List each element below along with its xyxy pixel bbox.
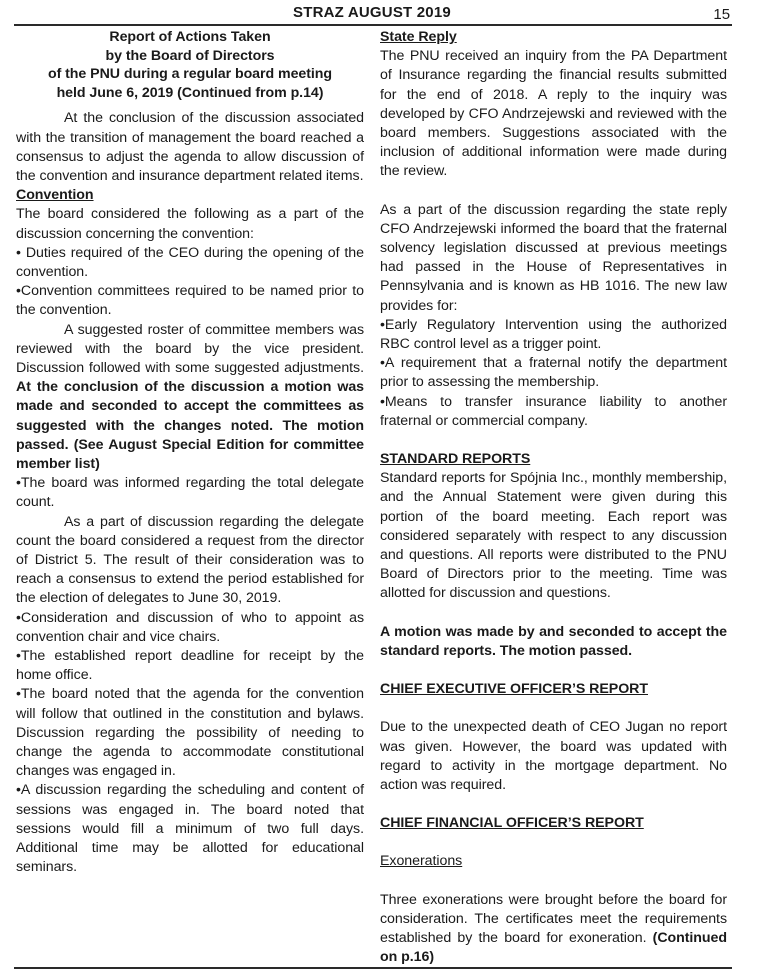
left-column <box>16 28 364 878</box>
bullet-delegate-count: •The board was informed regarding the total delegate count. <box>16 475 364 511</box>
ceo-report-text: Due to the unexpected death of CEO Jugan no report was given. However, the board was updated with regard to activity in the mortgage department. No action was required. <box>380 719 727 793</box>
exonerations-text: Three exonerations were brought before the board for consideration. The certificates meet the requirements established by the board for exoneration. <box>380 891 727 946</box>
report-heading <box>16 28 364 102</box>
report-heading-line-1: Report of Actions Taken <box>109 29 271 45</box>
masthead <box>14 0 730 24</box>
delegate-request-paragraph: As a part of discussion regarding the delegate count the board considered a request from the director of District 5. The result of their consideration was to reach a consensus to extend the period established for the election of delegates to June 30, 2019. <box>16 513 364 607</box>
bullet-early-intervention: •Early Regulatory Intervention using the authorized RBC control level as a trigger point. <box>380 316 727 353</box>
top-rule <box>14 24 732 26</box>
bullet-notify-department: •A requirement that a fraternal notify the department prior to assessing the membership. <box>380 355 727 391</box>
report-heading-line-2: by the Board of Directors <box>105 47 275 64</box>
standard-reports-motion: A motion was made by and seconded to accept the standard reports. The motion passed. <box>380 623 727 659</box>
report-heading-line-3: of the PNU during a regular board meeting <box>47 66 333 83</box>
ceo-report-heading: CHIEF EXECUTIVE OFFICER’S REPORT <box>380 681 648 698</box>
state-reply-paragraph-2: As a part of the discussion regarding the state reply CFO Andrzejewski informed the board that the fraternal solvency legislation discussed at previous meetings had passed in the House of Representatives in Pennsylvania and is known as HB 1016. The new law provides for: <box>380 201 727 314</box>
state-reply-heading: State Reply <box>380 29 457 45</box>
bullet-sessions: •A discussion regarding the scheduling and content of sessions was engaged in. The board noted that sessions would fill a minimum of two full days. Additional time may be allotted for educational seminars. <box>16 782 364 876</box>
right-column <box>380 28 727 967</box>
state-reply-paragraph-1: The PNU received an inquiry from the PA Department of Insurance regarding the financial results submitted for the end of 2018. A reply to the inquiry was developed by CFO Andrzejewski and reviewed with the board members. Suggestions associated with the inclusion of additional information were made during the review. <box>380 48 727 180</box>
standard-reports-text: Standard reports for Spójnia Inc., monthly membership, and the Annual Statement were given during this portion of the board meeting. Each report was considered separately with respect to any discussion and questions. All reports were distributed to the PNU Board of Directors prior to the meeting. Time was allotted for discussion and questions. <box>380 470 727 602</box>
bottom-rule <box>14 967 732 969</box>
bullet-ceo-duties: • Duties required of the CEO during the opening of the convention. <box>16 244 364 280</box>
bullet-report-deadline: •The established report deadline for receipt by the home office. <box>16 648 364 684</box>
bullet-transfer-liability: •Means to transfer insurance liability to another fraternal or commercial company. <box>380 393 727 429</box>
convention-intro: The board considered the following as a part of the discussion concerning the convention: <box>16 206 364 242</box>
continued-note: (Continued on p.16) <box>380 929 727 966</box>
report-heading-line-4: held June 6, 2019 (Continued from p.14) <box>56 84 324 101</box>
convention-heading: Convention <box>16 187 94 204</box>
cfo-report-heading: CHIEF FINANCIAL OFFICER’S REPORT <box>380 815 644 832</box>
roster-paragraph <box>16 321 364 475</box>
exonerations-paragraph <box>380 891 727 968</box>
page-number: 15 <box>713 6 730 23</box>
publication-title: STRAZ AUGUST 2019 <box>293 4 451 21</box>
roster-text: A suggested roster of committee members was reviewed with the board by the vice president. Discussion followed with some suggested adjustments. <box>16 321 364 377</box>
intro-paragraph: At the conclusion of the discussion associated with the transition of management the board reached a consensus to adjust the agenda to allow discussion of the convention and insurance department related items. <box>16 110 364 184</box>
standard-reports-heading: STANDARD REPORTS <box>380 451 531 468</box>
roster-motion: At the conclusion of the discussion a motion was made and seconded to accept the committees as suggested with the changes noted. The motion passed. (See August Special Edition for committee member list) <box>16 379 364 473</box>
exonerations-heading: Exonerations <box>380 853 463 870</box>
bullet-agenda: •The board noted that the agenda for the convention will follow that outlined in the constitution and bylaws. Discussion regarding the possibility of needing to change the agenda to accommodate constitutional changes was engaged in. <box>16 686 364 780</box>
bullet-committees: •Convention committees required to be named prior to the convention. <box>16 283 364 319</box>
bullet-convention-chairs: •Consideration and discussion of who to appoint as convention chair and vice chairs. <box>16 609 364 645</box>
